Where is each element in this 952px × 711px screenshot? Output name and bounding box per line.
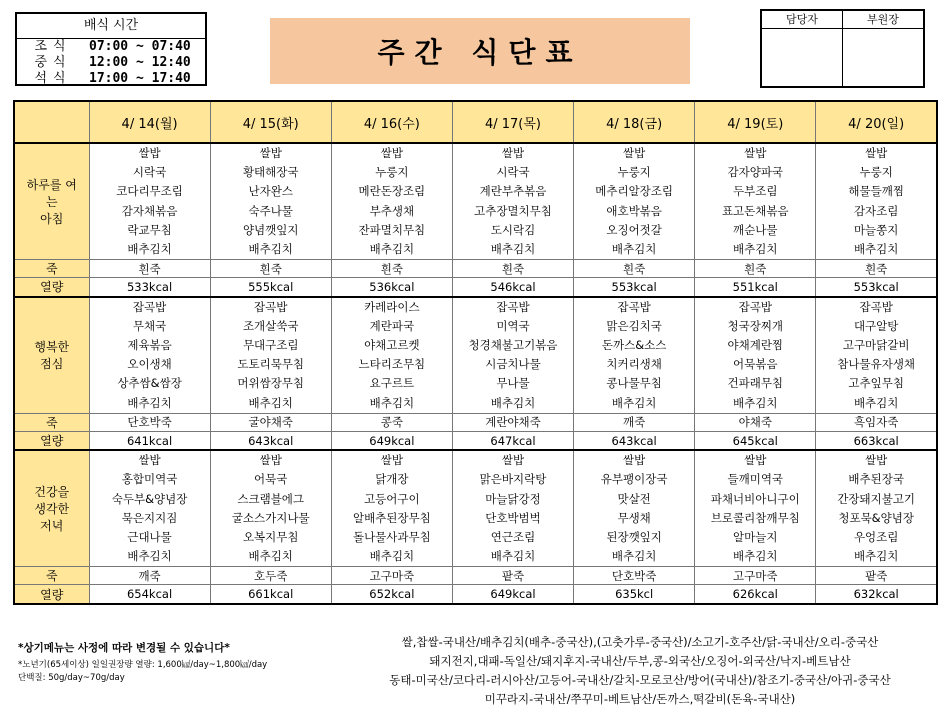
- page-title: 주간 식단표: [377, 36, 583, 69]
- menu-item: 쌀밥: [623, 453, 646, 468]
- menu-table-body: [14, 101, 937, 604]
- menu-item: 건파래무침: [727, 376, 784, 391]
- calorie-cell: 647kcal: [452, 431, 573, 450]
- porridge-row: [14, 567, 937, 585]
- menu-item: 쌀밥: [501, 453, 525, 468]
- meal-label-line: 아침: [40, 212, 64, 227]
- meal-time-row-dinner: [17, 71, 205, 87]
- menu-item: 코다리무조림: [116, 184, 183, 199]
- porridge-cell: 굴야채죽: [210, 413, 331, 431]
- menu-cell: [331, 297, 452, 414]
- approval-box: [760, 9, 925, 88]
- menu-item: 락교무침: [127, 222, 172, 237]
- menu-item: 배추김치: [369, 549, 415, 564]
- menu-item: 애호박볶음: [606, 203, 662, 218]
- origin-line: 미꾸라지-국내산/쭈꾸미-베트남산/돈까스,떡갈비(돈육-국내산): [484, 692, 796, 706]
- menu-item: 연근조림: [490, 530, 536, 544]
- menu-cell: [816, 143, 937, 260]
- menu-item: 고등어구이: [364, 491, 420, 506]
- menu-item: 근대나물: [127, 530, 172, 544]
- menu-item: 쌀밥: [501, 146, 525, 160]
- calorie-cell: 632kcal: [816, 585, 937, 604]
- menu-item: 청국장찌개: [727, 318, 784, 333]
- menu-item: 고추장멸치무침: [474, 203, 552, 218]
- approval-col-director: [842, 11, 923, 86]
- menu-item: 잡곡밥: [738, 299, 772, 314]
- porridge-cell: 고구마죽: [331, 567, 452, 585]
- menu-item: 깨순나물: [733, 222, 778, 237]
- menu-item: 감자조림: [853, 203, 899, 218]
- menu-item: 배추김치: [248, 549, 293, 564]
- menu-item: 배추김치: [611, 241, 657, 256]
- menu-item: 배추김치: [733, 549, 778, 564]
- menu-cell: [89, 450, 210, 567]
- calorie-row: [14, 585, 937, 604]
- change-notice: *상기메뉴는 사정에 따라 변경될 수 있습니다*: [18, 642, 230, 654]
- menu-item: 시락국: [496, 165, 530, 180]
- menu-item: 해물들깨찜: [848, 184, 904, 199]
- menu-item: 묵은지지짐: [121, 510, 178, 525]
- menu-item: 배추김치: [490, 395, 536, 410]
- calorie-label: 열량: [14, 278, 89, 297]
- menu-item: 무대구조림: [242, 338, 299, 352]
- porridge-cell: 고구마죽: [695, 567, 816, 585]
- menu-cell: [89, 143, 210, 260]
- menu-item: 치커리생채: [606, 357, 662, 372]
- menu-item: 표고돈채볶음: [721, 203, 789, 218]
- menu-item: 쌀밥: [865, 146, 888, 160]
- porridge-cell: 흰죽: [816, 260, 937, 278]
- menu-item: 배추김치: [248, 241, 293, 256]
- menu-item: 잡곡밥: [132, 299, 167, 314]
- calorie-cell: 649kcal: [452, 585, 573, 604]
- calorie-cell: 641kcal: [89, 431, 210, 450]
- origin-line: 동태-미국산/코다리-러시아산/고등어-국내산/갈치-모로코산/방어(국내산)/참조기-중국산/아귀-중국산: [389, 673, 891, 687]
- menu-item: 돌나물사과무침: [352, 530, 431, 544]
- menu-cell: [695, 297, 816, 414]
- menu-item: 참나물유자생채: [837, 357, 916, 372]
- menu-item: 시락국: [132, 165, 167, 180]
- menu-item: 배추김치: [248, 395, 293, 410]
- menu-item: 배추김치: [369, 241, 415, 256]
- menu-item: 난자완스: [248, 184, 293, 199]
- menu-item: 오이생채: [127, 357, 172, 372]
- day-header: 4/ 20(일): [816, 101, 937, 143]
- porridge-cell: 흰죽: [452, 260, 573, 278]
- day-header-row: [14, 101, 937, 143]
- porridge-cell: 호두죽: [210, 567, 331, 585]
- menu-item: 콩나물무침: [606, 376, 662, 391]
- menu-cell: [210, 143, 331, 260]
- calorie-cell: 635kcl: [574, 585, 695, 604]
- meal-label-line: 하루를 여: [26, 178, 77, 193]
- menu-item: 쌀밥: [380, 146, 403, 160]
- porridge-cell: 팥죽: [816, 567, 937, 585]
- day-header: 4/ 16(수): [331, 101, 452, 143]
- menu-cell: [695, 450, 816, 567]
- menu-item: 어묵볶음: [733, 357, 778, 372]
- menu-item: 카레라이스: [364, 299, 420, 314]
- menu-item: 배추김치: [127, 241, 172, 256]
- menu-item: 단호박범벅: [485, 510, 541, 525]
- menu-item: 숙주나물: [248, 203, 293, 218]
- menu-item: 배추김치: [853, 549, 899, 564]
- menu-item: 도토리묵무침: [237, 357, 305, 372]
- menu-item: 유부팽이장국: [600, 472, 668, 487]
- menu-item: 무생채: [617, 510, 651, 525]
- meal-time-label: 석식: [34, 71, 72, 86]
- menu-item: 야채계란찜: [727, 338, 784, 352]
- calorie-cell: 663kcal: [816, 431, 937, 450]
- porridge-label: 죽: [14, 567, 89, 585]
- menu-item: 잔파멸치무침: [358, 222, 426, 237]
- menu-item: 쌀밥: [259, 146, 282, 160]
- porridge-cell: 야채죽: [695, 413, 816, 431]
- menu-item: 굴소스가지나물: [231, 510, 310, 525]
- menu-item: 느타리조무침: [358, 357, 426, 372]
- menu-item: 잡곡밥: [496, 299, 530, 314]
- calorie-cell: 652kcal: [331, 585, 452, 604]
- menu-item: 야채고르켓: [364, 338, 420, 352]
- meal-row-lunch: [14, 297, 937, 414]
- porridge-row: [14, 260, 937, 278]
- menu-item: 쌀밥: [138, 453, 161, 468]
- porridge-label: 죽: [14, 413, 89, 431]
- menu-item: 우엉조림: [853, 530, 899, 544]
- menu-item: 배추된장국: [848, 472, 904, 487]
- meal-label-line: 는: [45, 195, 58, 210]
- meal-time-value: 07:00 ~ 07:40: [89, 39, 191, 54]
- porridge-cell: 단호박죽: [89, 413, 210, 431]
- meal-time-header: 배식 시간: [17, 14, 205, 39]
- menu-item: 배추김치: [490, 549, 536, 564]
- menu-item: 청경채불고기볶음: [468, 338, 558, 352]
- porridge-label: 죽: [14, 260, 89, 278]
- menu-cell: [89, 297, 210, 414]
- day-header: 4/ 17(목): [452, 101, 573, 143]
- calorie-cell: 645kcal: [695, 431, 816, 450]
- origin-line: 쌀,찹쌀-국내산/배추김치(배추-중국산),(고춧가루-중국산)/소고기-호주산/닭-국내산/오리-중국산: [401, 635, 879, 649]
- menu-item: 쌀밥: [259, 453, 282, 468]
- menu-item: 쌀밥: [865, 453, 888, 468]
- approval-label: 부원장: [843, 11, 923, 29]
- day-header: 4/ 14(월): [89, 101, 210, 143]
- menu-cell: [331, 143, 452, 260]
- meal-time-label: 조식: [34, 39, 72, 54]
- meal-label: [14, 450, 89, 567]
- menu-item: 배추김치: [611, 549, 657, 564]
- menu-item: 맑은김치국: [606, 318, 662, 333]
- menu-item: 잡곡밥: [254, 299, 288, 314]
- menu-item: 머위쌈장무침: [237, 376, 305, 391]
- menu-item: 닭개장: [375, 472, 409, 487]
- porridge-cell: 깨죽: [89, 567, 210, 585]
- porridge-cell: 콩죽: [331, 413, 452, 431]
- menu-item: 돈까스&소스: [601, 338, 667, 352]
- menu-item: 청포묵&양념장: [838, 510, 914, 525]
- meal-label-line: 행복한: [34, 340, 70, 355]
- menu-item: 브로콜리참깨무침: [710, 510, 800, 525]
- menu-item: 쌀밥: [138, 146, 161, 160]
- menu-item: 배추김치: [490, 241, 536, 256]
- menu-item: 누룽지: [859, 165, 893, 180]
- menu-item: 배추김치: [611, 395, 657, 410]
- menu-item: 계란파국: [369, 318, 415, 333]
- menu-table: [13, 100, 938, 605]
- meal-time-row-lunch: [17, 55, 205, 71]
- menu-item: 제육볶음: [127, 338, 172, 352]
- day-header: 4/ 18(금): [574, 101, 695, 143]
- menu-cell: [452, 297, 573, 414]
- menu-item: 메란돈장조림: [358, 184, 426, 199]
- menu-item: 홍합미역국: [121, 472, 178, 487]
- meal-label-line: 저녁: [40, 519, 64, 534]
- origin-info: [330, 633, 950, 709]
- menu-cell: [574, 143, 695, 260]
- meal-row-dinner: [14, 450, 937, 567]
- menu-item: 들깨미역국: [727, 472, 784, 487]
- meal-row-breakfast: [14, 143, 937, 260]
- day-header: 4/ 19(토): [695, 101, 816, 143]
- menu-cell: [452, 450, 573, 567]
- corner-cell: [14, 101, 89, 143]
- approval-label: 담당자: [762, 11, 842, 29]
- calorie-cell: 553kcal: [574, 278, 695, 297]
- calorie-cell: 533kcal: [89, 278, 210, 297]
- meal-label-line: 생각한: [34, 502, 70, 517]
- meal-time-value: 12:00 ~ 12:40: [89, 55, 191, 70]
- recommended-calories: *노년기(65세이상) 일일권장량 열량: 1,600㎉/day~1,800㎉/day: [18, 660, 268, 670]
- menu-item: 황태해장국: [242, 165, 299, 180]
- meal-label: [14, 143, 89, 260]
- menu-item: 배추김치: [853, 241, 899, 256]
- menu-item: 대구알탕: [853, 318, 899, 333]
- porridge-cell: 흰죽: [574, 260, 695, 278]
- menu-cell: [210, 297, 331, 414]
- menu-item: 배추김치: [853, 395, 899, 410]
- calorie-cell: 555kcal: [210, 278, 331, 297]
- menu-item: 쌀밥: [744, 146, 767, 160]
- menu-item: 스크램블에그: [237, 491, 305, 506]
- menu-item: 잡곡밥: [859, 299, 893, 314]
- menu-item: 숙두부&양념장: [111, 491, 188, 506]
- approval-col-manager: [762, 11, 842, 86]
- menu-item: 된장깻잎지: [606, 530, 662, 544]
- calorie-cell: 661kcal: [210, 585, 331, 604]
- menu-item: 맛살전: [617, 491, 651, 506]
- calorie-cell: 546kcal: [452, 278, 573, 297]
- menu-cell: [331, 450, 452, 567]
- meal-label: [14, 297, 89, 414]
- menu-item: 알마늘지: [733, 530, 778, 544]
- porridge-cell: 흰죽: [695, 260, 816, 278]
- menu-item: 잡곡밥: [617, 299, 651, 314]
- meal-time-row-breakfast: [17, 39, 205, 55]
- menu-item: 감자양파국: [727, 165, 784, 180]
- porridge-cell: 흰죽: [331, 260, 452, 278]
- menu-item: 배추김치: [369, 395, 415, 410]
- calorie-cell: 536kcal: [331, 278, 452, 297]
- menu-item: 어묵국: [254, 472, 288, 487]
- menu-item: 감자채볶음: [121, 203, 178, 218]
- porridge-cell: 깨죽: [574, 413, 695, 431]
- menu-cell: [816, 450, 937, 567]
- menu-item: 조개살쑥국: [242, 318, 299, 333]
- origin-line: 돼지전지,대패-독일산/돼지후지-국내산/두부,콩-외국산/오징어-외국산/낙지-베트남산: [429, 654, 851, 668]
- menu-item: 배추김치: [733, 241, 778, 256]
- menu-item: 쌀밥: [623, 146, 646, 160]
- calorie-cell: 654kcal: [89, 585, 210, 604]
- menu-item: 마늘쫑지: [853, 222, 899, 237]
- menu-cell: [816, 297, 937, 414]
- menu-item: 도시락김: [490, 222, 536, 237]
- menu-item: 고추잎무침: [848, 376, 904, 391]
- menu-item: 미역국: [496, 318, 530, 333]
- menu-item: 맑은바지락탕: [479, 472, 547, 487]
- meal-time-label: 중식: [34, 55, 72, 70]
- menu-cell: [574, 450, 695, 567]
- meal-label-line: 점심: [40, 357, 64, 372]
- menu-item: 파채너비아니구이: [710, 491, 800, 506]
- calorie-cell: 626kcal: [695, 585, 816, 604]
- menu-item: 시금치나물: [485, 357, 541, 372]
- menu-item: 양념깻잎지: [242, 222, 299, 237]
- menu-item: 무나물: [496, 376, 530, 391]
- menu-item: 계란부추볶음: [479, 184, 547, 199]
- meal-label-line: 건강을: [34, 485, 70, 500]
- menu-item: 두부조림: [733, 184, 778, 199]
- menu-item: 메추리알장조림: [595, 184, 674, 199]
- menu-item: 알배추된장무침: [352, 510, 431, 525]
- calorie-label: 열량: [14, 585, 89, 604]
- menu-item: 누룽지: [375, 165, 409, 180]
- calorie-cell: 643kcal: [210, 431, 331, 450]
- porridge-cell: 흑임자죽: [816, 413, 937, 431]
- menu-item: 고구마닭갈비: [842, 338, 910, 352]
- menu-item: 쌀밥: [744, 453, 767, 468]
- menu-item: 배추김치: [733, 395, 778, 410]
- day-header: 4/ 15(화): [210, 101, 331, 143]
- menu-cell: [452, 143, 573, 260]
- menu-cell: [574, 297, 695, 414]
- menu-item: 부추생채: [369, 203, 415, 218]
- calorie-cell: 551kcal: [695, 278, 816, 297]
- menu-item: 요구르트: [369, 376, 415, 391]
- menu-item: 간장돼지불고기: [837, 491, 916, 506]
- porridge-cell: 단호박죽: [574, 567, 695, 585]
- menu-item: 쌀밥: [380, 453, 403, 468]
- title-banner: [270, 18, 690, 84]
- porridge-row: [14, 413, 937, 431]
- menu-item: 무채국: [132, 318, 167, 333]
- recommended-protein: 단백질: 50g/day~70g/day: [18, 673, 125, 683]
- calorie-row: [14, 278, 937, 297]
- calorie-cell: 643kcal: [574, 431, 695, 450]
- menu-item: 배추김치: [127, 395, 172, 410]
- menu-cell: [210, 450, 331, 567]
- menu-item: 상추쌈&쌈장: [117, 376, 182, 391]
- calorie-row: [14, 431, 937, 450]
- menu-cell: [695, 143, 816, 260]
- porridge-cell: 흰죽: [89, 260, 210, 278]
- menu-item: 마늘닭강정: [485, 491, 541, 506]
- porridge-cell: 흰죽: [210, 260, 331, 278]
- meal-time-value: 17:00 ~ 17:40: [89, 71, 191, 86]
- menu-item: 오징어젓갈: [606, 222, 662, 237]
- meal-time-box: [15, 12, 207, 86]
- calorie-cell: 553kcal: [816, 278, 937, 297]
- menu-item: 오복지무침: [242, 530, 299, 544]
- calorie-label: 열량: [14, 431, 89, 450]
- porridge-cell: 계란야채죽: [452, 413, 573, 431]
- porridge-cell: 팥죽: [452, 567, 573, 585]
- menu-item: 배추김치: [127, 549, 172, 564]
- menu-item: 누룽지: [617, 165, 651, 180]
- calorie-cell: 649kcal: [331, 431, 452, 450]
